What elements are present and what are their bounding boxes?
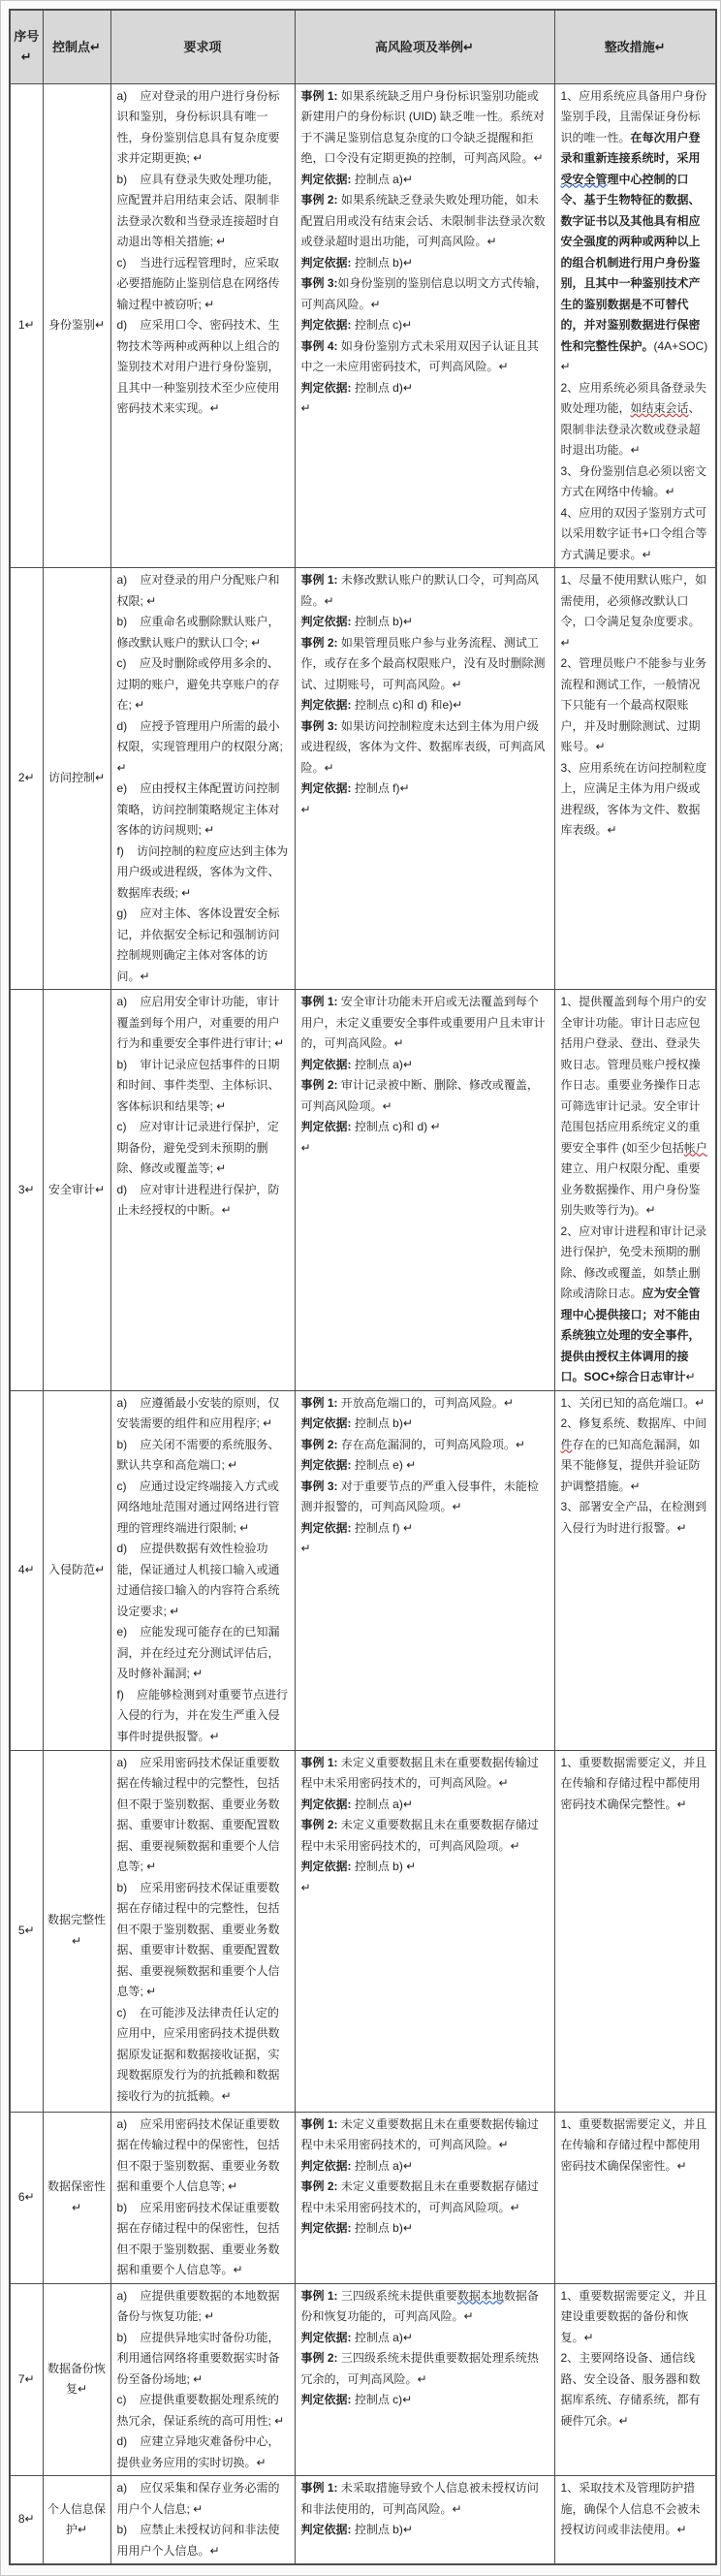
bold-run: 事例 3: <box>300 276 338 290</box>
text-run: 控制点 b)↵ <box>354 615 413 628</box>
text-run: 如果系统缺乏用户身份标识鉴别功能或新建用户的身份标识 (UID) 缺乏唯一性。系统对于不满足鉴别信息复杂度的口令缺乏提醒和拒绝，口令没有定期更换的控制，可判高风险。↵ <box>300 88 545 165</box>
text-run: 如身份鉴别的鉴别信息以明文方式传输，可判高风险。↵ <box>300 276 548 311</box>
bold-run: 判定依据: <box>300 1120 355 1133</box>
paragraph <box>301 992 549 1055</box>
text-run: 控制点 b) ↵ <box>354 1860 417 1873</box>
paragraph <box>561 570 710 653</box>
text-run: 存在的已知高危漏洞，如果不能修复，提供并验证防护调整措施。↵ <box>560 1437 701 1493</box>
bold-run: 事例 1: <box>300 2116 341 2131</box>
paragraph <box>561 1753 710 1816</box>
cell-requirements <box>110 1390 295 1750</box>
bold-run: 判定依据: <box>300 781 355 795</box>
paragraph <box>117 2390 289 2432</box>
text-run: 控制点 b)↵ <box>354 2221 413 2235</box>
bold-run: 判定依据: <box>300 380 355 395</box>
paragraph <box>117 2478 289 2520</box>
text-run: b) 应禁止未授权访问和非法使用用户个人信息。↵ <box>116 2523 280 2558</box>
text-run: 1、采取技术及管理防护措施，确保个人信息不会被未授权访问或非法使用。↵ <box>560 2481 701 2536</box>
text-run: 1、应用系统应具备用户身份鉴别手段，且需保证身份标识的唯一性。 <box>560 88 707 144</box>
cell-risk-examples <box>295 83 554 568</box>
bold-run: 判定依据: <box>300 2330 355 2344</box>
table-row <box>10 2476 716 2565</box>
paragraph <box>561 758 710 842</box>
text-run: 控制点 f) ↵ <box>354 1520 413 1535</box>
paragraph <box>117 2328 289 2391</box>
cell-risk-examples <box>295 1750 554 2112</box>
table-row <box>10 2112 716 2283</box>
paragraph <box>117 315 289 420</box>
bold-run: 应为安全管理中心提供接口；对不能由系统独立处理的安全事件，提供由授权主体调用的接口。SOC+综合日志审计 <box>560 1287 701 1383</box>
text-run: ↵ <box>300 401 311 415</box>
text-run: c) 应通过设定终端接入方式或网络地址范围对通过网络进行管理的管理终端进行限制; ↵ <box>116 1479 280 1535</box>
text-run: 2、管理员账户不能参与业务流程和测试工作，一般情况下只能有一个最高权限账户，并及时删除测试、过期账号。↵ <box>560 656 707 753</box>
text-run: c) 应对审计记录进行保护，定期备份，避免受到未预期的删除、修改或覆盖等; ↵ <box>116 1120 279 1175</box>
bold-run: 判定依据: <box>300 2523 355 2536</box>
paragraph <box>117 170 289 253</box>
paragraph <box>301 2478 549 2520</box>
paragraph <box>301 1539 549 1560</box>
paragraph <box>117 612 289 653</box>
paragraph <box>117 2115 289 2198</box>
bold-run: 在每次用户登录和重新连接系统时，采用 <box>560 130 701 165</box>
paragraph <box>301 1055 549 1076</box>
cell-control-point: 个人信息保护↵ <box>43 2476 110 2565</box>
text-run: b) 应重命名或删除默认账户，修改默认账户的默认口令; ↵ <box>116 615 280 650</box>
text-run: 未采取措施导致个人信息被未授权访问和非法使用的，可判高风险。↵ <box>300 2481 539 2516</box>
text-run: 控制点 a)↵ <box>354 172 413 186</box>
bold-run: 受安全管 <box>560 172 608 186</box>
text-run: e) 应由授权主体配置访问控制策略，访问控制策略规定主体对客体的访问规则; ↵ <box>116 781 280 837</box>
text-run: 1、提供覆盖到每个用户的安全审计功能。审计日志应包括用户登录、登出、登录失败日志。管理员账户授权操作日志。重要业务操作日志可筛选审计记录。安全审计范围包括应用系统定义的重要安全事件 (如至少包括 <box>560 995 707 1155</box>
text-run: 存在高危漏洞的，可判高风险项。↵ <box>340 1437 525 1451</box>
text-run: 数据备份和恢复功能的，可判高风险。↵ <box>300 2288 539 2323</box>
text-run: b) 应采用密码技术保证重要数据在存储过程中的保密性，包括但不限于鉴别数据、重要业务数据和重要个人信息等。↵ <box>116 2200 280 2276</box>
cell-control-point: 数据保密性↵ <box>43 2112 110 2283</box>
text-run: d) 应采用口令、密码技术、生物技术等两种或两种以上组合的鉴别技术对用户进行身份鉴别，且其中一种鉴别技术至少应使用密码技术来实现。↵ <box>116 318 280 415</box>
text-run: ↵ <box>300 1542 311 1555</box>
paragraph <box>117 1753 289 1878</box>
text-run: 控制点 c)↵ <box>354 318 413 332</box>
bold-run: 判定依据: <box>300 2393 355 2406</box>
paragraph <box>301 336 549 378</box>
paragraph <box>301 1117 549 1138</box>
bold-run: 判定依据: <box>300 318 355 332</box>
bold-run: 事例 1: <box>300 2481 341 2495</box>
text-run: 未定义重要数据且未在重要数据存储过程中未采用密码技术的，可判高风险项。↵ <box>300 2179 539 2214</box>
paragraph <box>301 253 549 274</box>
paragraph <box>301 1138 549 1160</box>
table-row <box>10 83 716 568</box>
bold-run: 判定依据: <box>300 2221 355 2235</box>
cell-risk-examples <box>295 2283 554 2476</box>
paragraph <box>117 1622 289 1685</box>
text-run: c) 应提供重要数据处理系统的热冗余，保证系统的高可用性; ↵ <box>116 2393 285 2428</box>
paragraph <box>301 2520 549 2541</box>
cell-control-point: 身份鉴别↵ <box>43 83 110 568</box>
header-col-serial: 序号↵ <box>10 10 43 83</box>
bold-run: 事例 3: <box>300 1479 341 1493</box>
text-run: d) 应授予管理用户所需的最小权限，实现管理用户的权限分离; ↵ <box>116 718 287 775</box>
paragraph <box>117 1393 289 1435</box>
bold-run: 判定依据: <box>300 2158 355 2173</box>
table-row <box>10 1390 716 1750</box>
text-run: d) 应对审计进程进行保护，防止未经授权的中断。↵ <box>116 1182 280 1217</box>
security-requirements-table <box>9 9 717 2565</box>
paragraph <box>561 1393 710 1415</box>
text-run: 如果系统缺乏登录失败处理功能，如未配置启用或没有结束会话、未限制非法登录次数或登录超时退出功能，可判高风险。↵ <box>300 193 546 248</box>
bold-run: 事例 2: <box>300 1078 341 1092</box>
text-run: a) 应启用安全审计功能，审计覆盖到每个用户，对重要的用户行为和重要安全事件进行审计; ↵ <box>116 995 285 1050</box>
cell-risk-examples <box>295 1390 554 1750</box>
paragraph <box>301 2390 549 2411</box>
paragraph <box>301 570 549 612</box>
bold-run: 判定依据: <box>300 172 355 186</box>
cell-control-point: 访问控制↵ <box>43 568 110 990</box>
text-run: 控制点 a)↵ <box>354 1057 413 1071</box>
text-run: 数据本地 <box>456 2288 504 2303</box>
cell-serial-number: 5↵ <box>10 1750 43 2112</box>
cell-requirements <box>110 1750 295 2112</box>
table-row <box>10 990 716 1391</box>
paragraph <box>561 2348 710 2432</box>
text-run: 控制点 f)↵ <box>354 781 410 795</box>
bold-run: 判定依据: <box>300 255 355 270</box>
bold-run: 事例 1: <box>300 1395 341 1410</box>
text-run: ↵ <box>300 1140 311 1155</box>
paragraph <box>301 1518 549 1540</box>
text-run: a) 应提供重要数据的本地数据备份与恢复功能; ↵ <box>116 2288 280 2323</box>
text-run: 审计记录被中断、删除、修改或覆盖，可判高风险项。↵ <box>300 1078 539 1113</box>
bold-run: 事例 1: <box>300 2288 341 2303</box>
bold-run: 判定依据: <box>300 1416 355 1430</box>
text-run: 未定义重要数据且未在重要数据传输过程中未采用密码技术的，可判高风险。↵ <box>300 2116 539 2151</box>
paragraph <box>117 904 289 987</box>
cell-risk-examples <box>295 2112 554 2283</box>
paragraph <box>561 1497 710 1539</box>
cell-control-point: 入侵防范↵ <box>43 1390 110 1750</box>
cell-fixes <box>554 2112 716 2283</box>
cell-serial-number: 7↵ <box>10 2283 43 2476</box>
bold-run: 事例 1: <box>300 88 341 103</box>
paragraph <box>117 1878 289 2003</box>
paragraph <box>301 1795 549 1816</box>
text-run: a) 应对登录的用户进行身份标识和鉴别，身份标识具有唯一性，身份鉴别信息具有复杂度要求并定期更换; ↵ <box>116 88 280 165</box>
text-run: 对于重要节点的严重入侵事件，未能检测并报警的，可判高风险项。↵ <box>300 1479 539 1513</box>
text-run: 控制点 e) ↵ <box>354 1458 417 1472</box>
text-run: 控制点 c)和 d) ↵ <box>354 1120 441 1133</box>
cell-requirements <box>110 568 295 990</box>
text-run: 1、重要数据需要定义，并且在传输和存储过程中都使用密码技术确保保密性。↵ <box>560 2116 707 2173</box>
text-run: 3、部署安全产品，在检测到入侵行为时进行报警。↵ <box>560 1500 707 1535</box>
cell-serial-number: 4↵ <box>10 1390 43 1750</box>
text-run: 1、尽量不使用默认账户，如需使用，必须修改默认口令，口令满足复杂度要求。↵ <box>560 573 707 650</box>
text-run: 未定义重要数据且未在重要数据传输过程中未采用密码技术的，可判高风险。↵ <box>300 1755 539 1790</box>
text-run: d) 应建立异地灾难备份中心，提供业务应用的实时切换。↵ <box>116 2434 280 2469</box>
paragraph <box>117 86 289 170</box>
header-col-fixes: 整改措施↵ <box>554 10 716 83</box>
paragraph <box>301 1477 549 1518</box>
text-run: a) 应采用密码技术保证重要数据在传输过程中的保密性，包括但不限于鉴别数据、重要业务数据和重要个人信息等; ↵ <box>116 2116 280 2193</box>
table-row <box>10 568 716 990</box>
paragraph <box>117 1180 289 1222</box>
table-body <box>10 83 716 2564</box>
text-run: ↵ <box>300 1880 311 1894</box>
paragraph <box>301 2348 549 2390</box>
paragraph <box>560 86 714 378</box>
cell-requirements <box>110 2283 295 2476</box>
text-run: 控制点 a)↵ <box>354 2330 413 2344</box>
paragraph <box>301 716 549 779</box>
text-run: 2、应用系统必须具备登录失败处理功能， <box>560 380 707 415</box>
cell-serial-number: 1↵ <box>10 83 43 568</box>
paragraph <box>561 992 710 1222</box>
text-run: 如果管理员账户参与业务流程、测试工作，或存在多个最高权限账户，没有及时删除测试、过期账号，可判高风险。↵ <box>300 635 546 691</box>
text-run: e) 应能发现可能存在的已知漏洞，并在经过充分测试评估后，及时修补漏洞; ↵ <box>116 1625 280 1680</box>
text-run: a) 应仅采集和保存业务必需的用户个人信息; ↵ <box>116 2481 280 2516</box>
text-run: 三四级系统未提供重要 <box>340 2288 457 2303</box>
paragraph <box>117 779 289 842</box>
paragraph <box>117 2198 289 2281</box>
text-run: b) 应具有登录失败处理功能，应配置并启用结束会话、限制非法登录次数和当登录连接超时自动退出等相关措施; ↵ <box>116 172 280 248</box>
bold-run: 事例 2: <box>300 1818 341 1831</box>
text-run: 安全审计功能未开启或无法覆盖到每个用户，未定义重要安全事件或重要用户且未审计的，可判高风险。↵ <box>300 995 546 1050</box>
cell-risk-examples <box>295 990 554 1391</box>
paragraph <box>301 2218 549 2240</box>
bold-run: 事例 1: <box>300 1755 341 1769</box>
cell-fixes <box>554 990 716 1391</box>
paragraph <box>117 1435 289 1477</box>
text-run: b) 应采用密码技术保证重要数据在存储过程中的完整性，包括但不限于鉴别数据、重要业务数据、重要审计数据、重要配置数据、重要视频数据和重要个人信息等; ↵ <box>116 1880 280 1998</box>
text-run: 2、主要网络设备、通信线路、安全设备、服务器和数据库系统、存储系统，都有硬件冗余。↵ <box>560 2351 701 2428</box>
paragraph <box>117 2286 289 2328</box>
text-run: b) 审计记录应包括事件的日期和时间、事件类型、主体标识、客体标识和结果等; ↵ <box>116 1057 280 1113</box>
text-run: 3、应用系统在访问控制粒度上，应满足主体为用户级或进程级，客体为文件、数据库表级。↵ <box>560 760 707 837</box>
header-col-risk-examples: 高风险项及举例↵ <box>295 10 554 83</box>
paragraph <box>117 1055 289 1118</box>
text-run: a) 应采用密码技术保证重要数据在传输过程中的完整性，包括但不限于鉴别数据、重要业务数据、重要审计数据、重要配置数据、重要视频数据和重要个人信息等; ↵ <box>116 1755 280 1873</box>
text-run: 建立、用户权限分配、重要业务数据操作、用户身份鉴别失败等行为)。↵ <box>560 1161 701 1217</box>
cell-serial-number: 3↵ <box>10 990 43 1391</box>
text-run: c) 应及时删除或停用多余的、过期的账户，避免共享账户的存在; ↵ <box>116 656 280 712</box>
paragraph <box>301 633 549 696</box>
text-run: 帐户 <box>683 1140 707 1155</box>
text-run: 2、应对审计进程和审计记录进行保护，免受未预期的删除、修改或覆盖，如禁止删除或清除日志。 <box>560 1224 707 1300</box>
table-header <box>10 10 716 83</box>
paragraph <box>301 315 549 336</box>
text-run: 2、修复系统、数据库、中间 <box>560 1416 707 1430</box>
cell-requirements <box>110 990 295 1391</box>
bold-run: 事例 2: <box>300 193 341 207</box>
paragraph <box>117 842 289 905</box>
cell-fixes <box>554 568 716 990</box>
paragraph <box>117 1685 289 1748</box>
paragraph <box>117 2432 289 2473</box>
header-row <box>10 10 716 83</box>
paragraph <box>561 1222 710 1388</box>
text-run: 控制点 b)↵ <box>354 255 413 270</box>
cell-fixes <box>554 2476 716 2565</box>
text-run: 未修改默认账户的默认口令，可判高风险。↵ <box>300 573 539 608</box>
text-run: d) 应提供数据有效性检验功能，保证通过人机接口输入或通过通信接口输入的内容符合系统设定要求; ↵ <box>116 1542 280 1618</box>
paragraph <box>301 2177 549 2218</box>
cell-requirements <box>110 2476 295 2565</box>
text-run: f) 访问控制的粒度应达到主体为用户级或进程级，客体为文件、数据库表级; ↵ <box>116 843 289 900</box>
text-run: c) 在可能涉及法律责任认定的应用中，应采用密码技术提供数据原发证据和数据接收证据，实现数据原发行为的抗抵赖和数据接收行为的抗抵赖。↵ <box>116 2005 280 2103</box>
bold-run: 事例 3: <box>300 718 341 733</box>
paragraph <box>561 2115 710 2178</box>
text-run: 未定义重要数据且未在重要数据存储过程中未采用密码技术的，可判高风险项。↵ <box>300 1818 539 1853</box>
paragraph <box>301 1435 549 1456</box>
bold-run: 事例 2: <box>300 1437 341 1451</box>
text-run: ↵ <box>300 802 311 816</box>
paragraph <box>117 253 289 316</box>
paragraph <box>561 653 710 758</box>
bold-run: 判定依据: <box>300 1520 355 1535</box>
cell-requirements <box>110 83 295 568</box>
text-run: b) 应关闭不需要的系统服务、默认共享和高危端口; ↵ <box>116 1437 280 1472</box>
bold-run: 事例 1: <box>300 573 341 587</box>
bold-run: 事例 4: <box>300 338 341 353</box>
text-run: 控制点 d)↵ <box>354 380 413 395</box>
paragraph <box>301 1455 549 1477</box>
paragraph <box>301 86 549 170</box>
text-run: 三四级系统未提供重要数据处理系统热冗余的，可判高风险。↵ <box>300 2351 539 2386</box>
paragraph <box>301 2115 549 2156</box>
paragraph <box>117 1477 289 1540</box>
bold-run: 判定依据: <box>300 698 355 712</box>
text-run: 1、重要数据需要定义，并且建设重要数据的备份和恢复。↵ <box>560 2288 707 2344</box>
paragraph <box>117 1117 289 1180</box>
paragraph <box>301 779 549 800</box>
bold-run: 事例 1: <box>300 995 341 1008</box>
text-run: (4A+SOC) ↵ <box>560 338 714 373</box>
cell-risk-examples <box>295 2476 554 2565</box>
bold-run: 判定依据: <box>300 1458 355 1472</box>
paragraph <box>301 1393 549 1415</box>
header-col-requirements: 要求项 <box>110 10 295 83</box>
text-run: 、限制非法登录次数或登录超时退出功能。↵ <box>560 401 701 457</box>
paragraph <box>301 1414 549 1435</box>
paragraph <box>301 1815 549 1857</box>
table-row <box>10 1750 716 2112</box>
paragraph <box>561 2286 710 2349</box>
paragraph <box>117 2003 289 2108</box>
bold-run: 判定依据: <box>300 1797 355 1811</box>
paragraph <box>301 378 549 399</box>
paragraph <box>301 2286 549 2328</box>
paragraph <box>301 2156 549 2178</box>
text-run: 1、关闭已知的高危端口。↵ <box>560 1395 705 1410</box>
cell-fixes <box>554 1390 716 1750</box>
paragraph <box>561 461 710 503</box>
paragraph <box>301 1075 549 1117</box>
text-run: 如果访问控制粒度未达到主体为用户级或进程级，客体为文件、数据库表级，可判高风险。↵ <box>300 718 546 775</box>
text-run: 控制点 b)↵ <box>354 2523 413 2536</box>
paragraph <box>117 2520 289 2561</box>
text-run: 控制点 c)和 d) 和e)↵ <box>354 698 463 712</box>
text-run: f) 应能够检测到对重要节点进行入侵的行为，并在发生严重入侵事件时提供报警。↵ <box>116 1687 289 1743</box>
cell-control-point: 数据备份恢复↵ <box>43 2283 110 2476</box>
text-run: c) 当进行远程管理时，应采取必要措施防止鉴别信息在网络传输过程中被窃听; ↵ <box>116 255 280 311</box>
paragraph <box>117 716 289 779</box>
text-run: 控制点 c)↵ <box>354 2393 413 2406</box>
paragraph <box>301 398 549 420</box>
text-run: 如结束会话 <box>630 401 689 415</box>
bold-run: 事例 2: <box>300 635 341 650</box>
paragraph <box>301 612 549 633</box>
text-run: 开放高危端口的，可判高风险。↵ <box>340 1395 514 1410</box>
text-run: a) 应遵循最小安装的原则，仅安装需要的组件和应用程序; ↵ <box>116 1395 280 1430</box>
paragraph <box>117 1539 289 1622</box>
paragraph <box>561 1414 710 1497</box>
bold-run: 事例 2: <box>300 2179 341 2193</box>
cell-control-point: 安全审计↵ <box>43 990 110 1391</box>
cell-serial-number: 8↵ <box>10 2476 43 2565</box>
paragraph <box>301 273 549 315</box>
cell-serial-number: 6↵ <box>10 2112 43 2283</box>
text-run: ↵ <box>685 1370 696 1383</box>
text-run: 控制点 a)↵ <box>354 1797 413 1811</box>
paragraph <box>301 1878 549 1899</box>
cell-risk-examples <box>295 568 554 990</box>
header-col-control-point: 控制点↵ <box>43 10 110 83</box>
cell-serial-number: 2↵ <box>10 568 43 990</box>
cell-fixes <box>554 83 716 568</box>
text-run: b) 应提供异地实时备份功能，利用通信网络将重要数据实时备份至备份场地; ↵ <box>116 2330 280 2386</box>
text-run: a) 应对登录的用户分配账户和权限; ↵ <box>116 573 280 608</box>
text-run: g) 应对主体、客体设置安全标记，并依据安全标记和强制访问控制规则确定主体对客体的访问。↵ <box>116 906 280 983</box>
bold-run: 理中心控制的口令、基于生物特征的数据、数字证书以及其他具有相应安全强度的两种或两种以上的组合机制进行用户身份鉴别，且其中一种鉴别技术产生的鉴别数据是不可替代的，并对鉴别数据进行保密性和完整性保护。 <box>560 172 701 353</box>
bold-run: 判定依据: <box>300 1057 355 1071</box>
text-run: 如身份鉴别方式未采用双因子认证且其中之一未应用密码技术，可判高风险。↵ <box>300 338 539 373</box>
cell-control-point: 数据完整性↵ <box>43 1750 110 2112</box>
cell-requirements <box>110 2112 295 2283</box>
bold-run: 判定依据: <box>300 1860 355 1873</box>
paragraph <box>561 2478 710 2541</box>
text-run: 控制点 b)↵ <box>354 1416 413 1430</box>
paragraph <box>561 378 710 461</box>
cell-fixes <box>554 1750 716 2112</box>
cell-fixes <box>554 2283 716 2476</box>
paragraph <box>301 1857 549 1878</box>
text-run: 3、身份鉴别信息必须以密文方式在网络中传输。↵ <box>560 463 707 498</box>
paragraph <box>301 695 549 716</box>
table-row <box>10 2283 716 2476</box>
text-run: 件 <box>560 1437 573 1451</box>
bold-run: 事例 2: <box>300 2351 341 2365</box>
paragraph <box>117 992 289 1055</box>
text-run: 4、应用的双因子鉴别方式可以采用数字证书+口令组合等方式满足要求。↵ <box>560 505 707 561</box>
paragraph <box>117 653 289 716</box>
paragraph <box>301 170 549 191</box>
text-run: 1、重要数据需要定义，并且在传输和存储过程中都使用密码技术确保完整性。↵ <box>560 1755 707 1811</box>
bold-run: 判定依据: <box>300 615 355 628</box>
paragraph <box>301 1753 549 1795</box>
text-run: 控制点 a)↵ <box>354 2158 413 2173</box>
paragraph <box>301 190 549 253</box>
paragraph <box>301 2328 549 2349</box>
paragraph <box>117 570 289 612</box>
paragraph <box>561 503 710 566</box>
paragraph <box>301 800 549 821</box>
